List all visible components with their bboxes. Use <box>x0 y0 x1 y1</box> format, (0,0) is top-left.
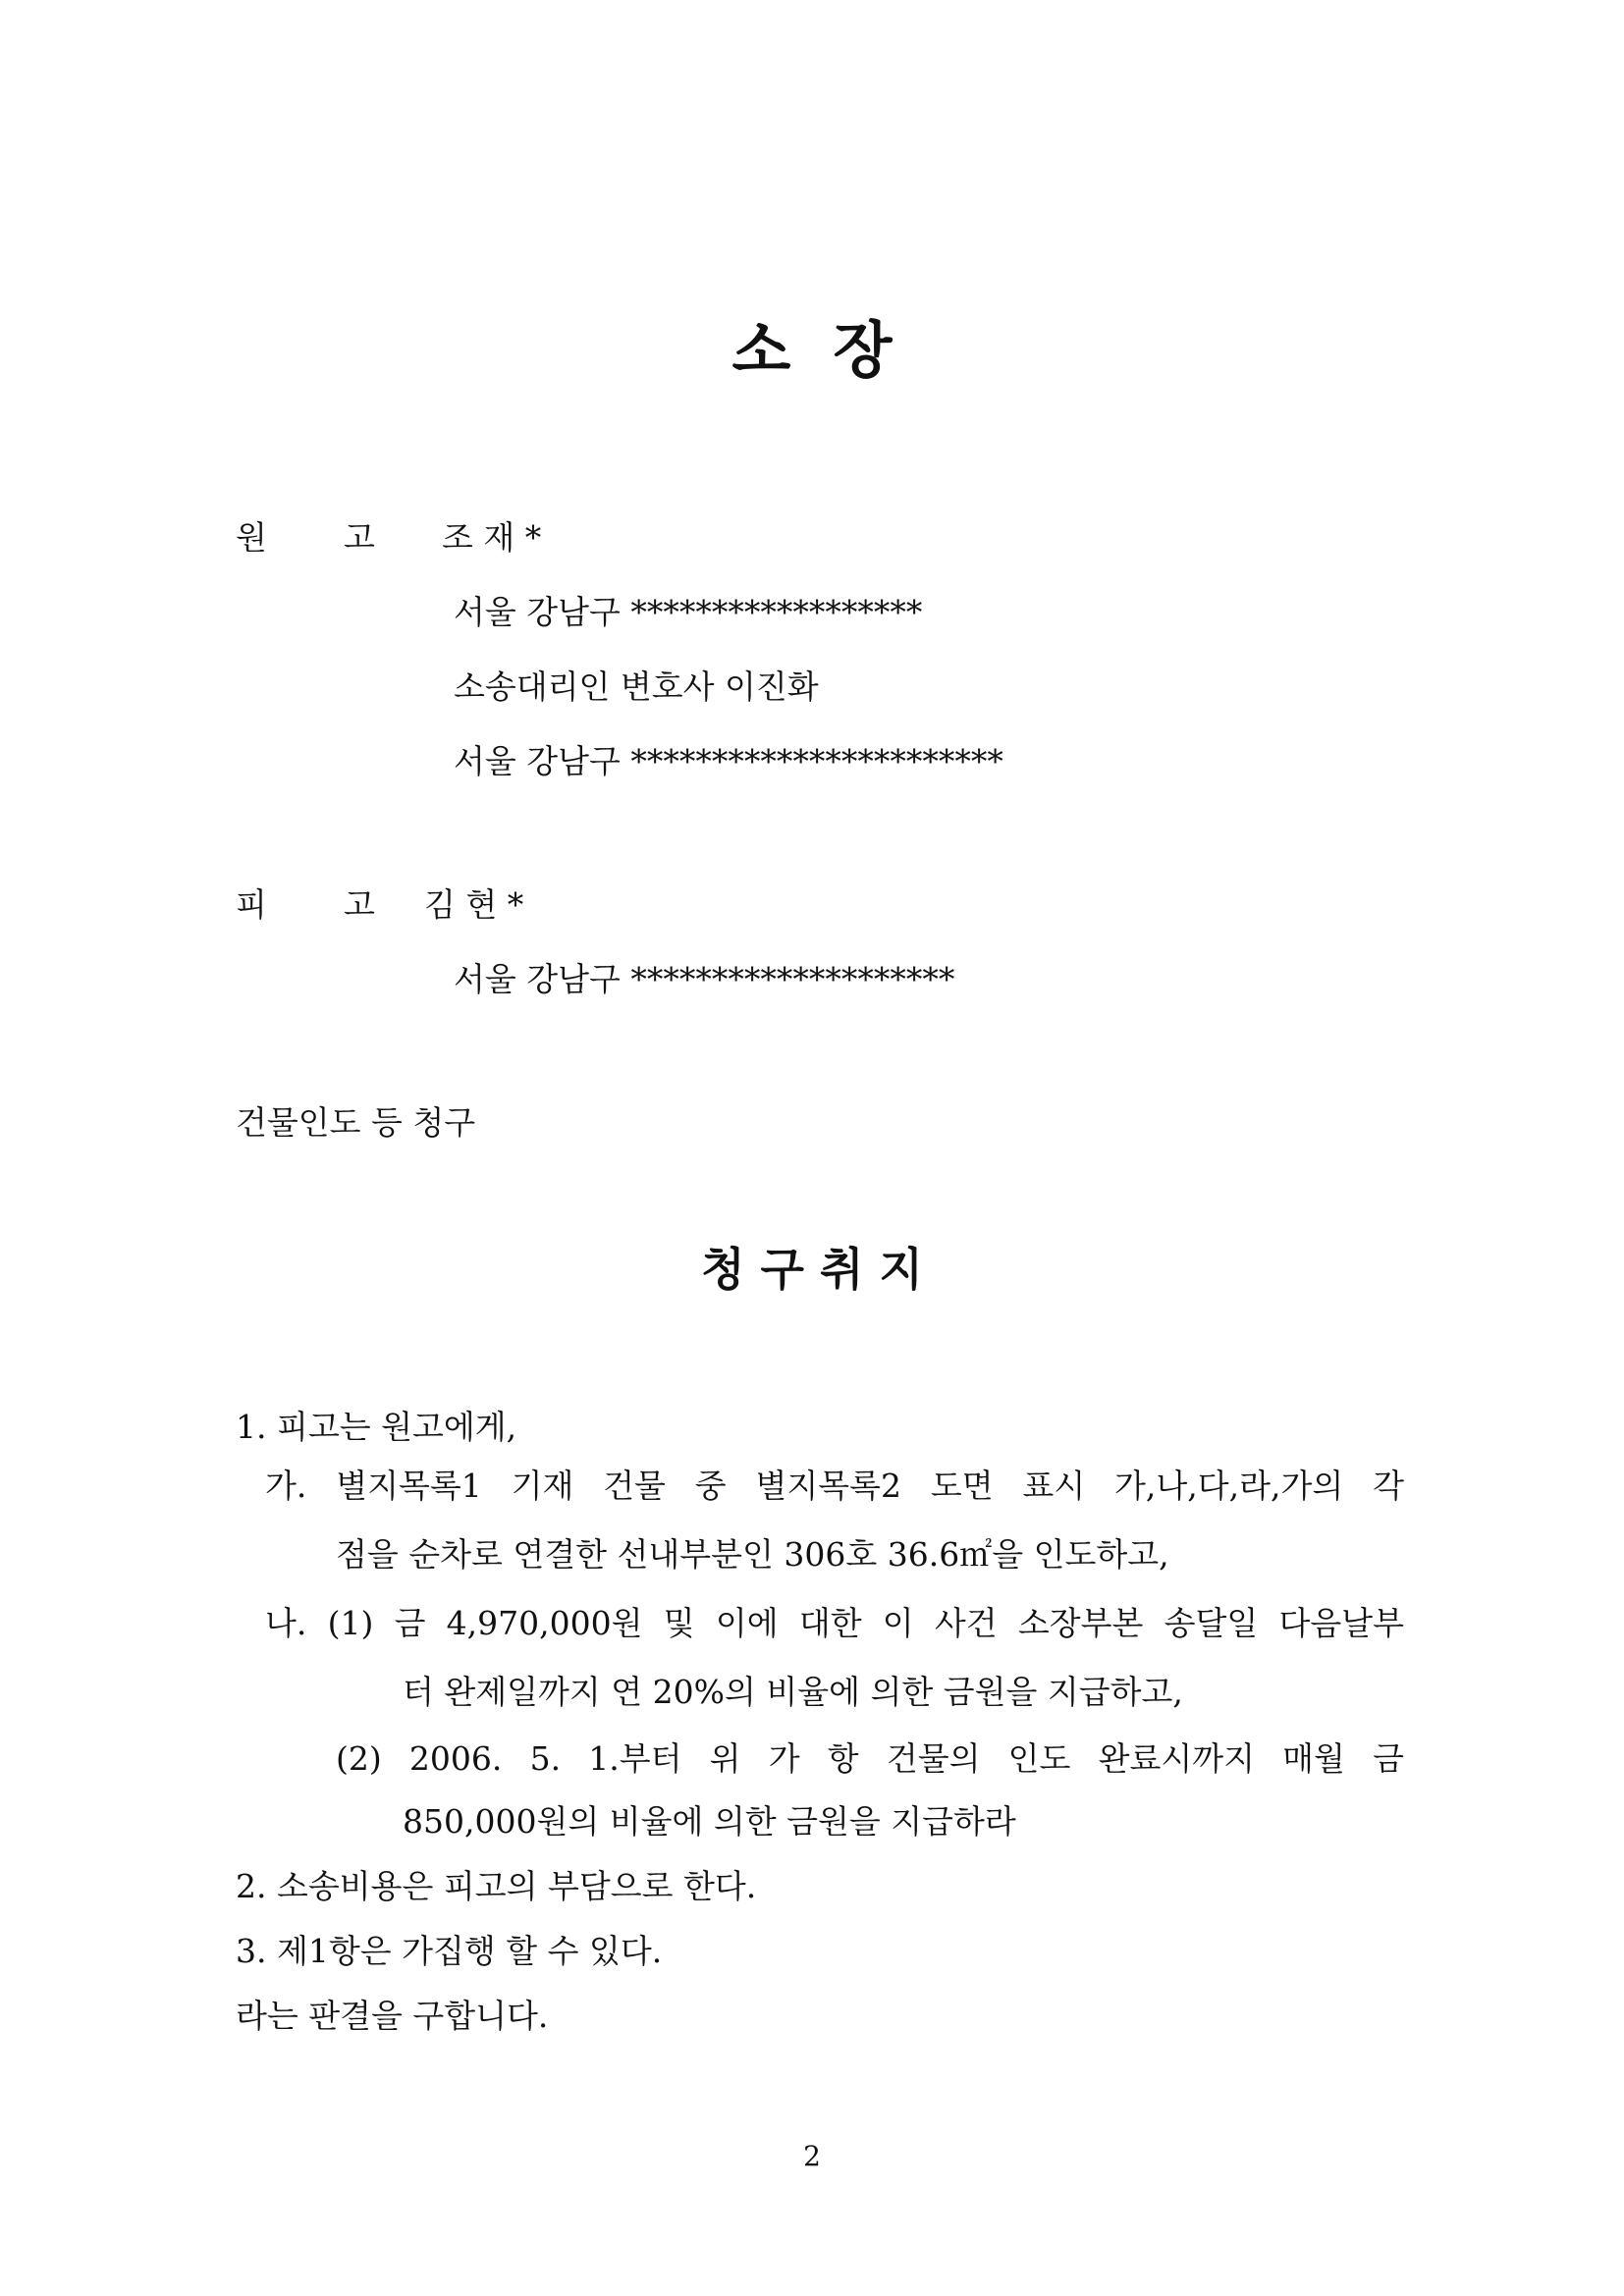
claim-item-1-na-1-line-1: 나. (1) 금 4,970,000원 및 이에 대한 이 사건 소장부본 송달일 다음날부 <box>265 1604 1404 1642</box>
claim-closing: 라는 판결을 구합니다. <box>236 1997 549 2035</box>
plaintiff-attorney: 소송대리인 변호사 이진화 <box>454 667 819 706</box>
plaintiff-name: 조 재 * <box>442 518 542 557</box>
claim-item-1-na-2-line-1: (2) 2006. 5. 1.부터 위 가 항 건물의 인도 완료시까지 매월 금 <box>336 1739 1404 1778</box>
defendant-address: 서울 강남구 ******************** <box>454 960 955 998</box>
claim-item-1: 1. 피고는 원고에게, <box>236 1408 517 1446</box>
claim-item-2: 2. 소송비용은 피고의 부담으로 한다. <box>236 1867 757 1905</box>
defendant-label-char-2: 고 <box>344 885 375 924</box>
document-title: 소 장 <box>731 314 893 386</box>
plaintiff-label-char-1: 원 <box>236 518 267 557</box>
defendant-name: 김 현 * <box>424 885 524 924</box>
plaintiff-attorney-address: 서울 강남구 *********************** <box>454 742 1003 780</box>
claim-item-1-na-2-line-2: 850,000원의 비율에 의한 금원을 지급하라 <box>403 1802 1016 1841</box>
claim-item-1-ga-line-2: 점을 순차로 연결한 선내부분인 306호 36.6㎡을 인도하고, <box>336 1535 1169 1574</box>
claim-item-1-na-1-line-2: 터 완제일까지 연 20%의 비율에 의한 금원을 지급하고, <box>403 1673 1183 1711</box>
page-number: 2 <box>803 2140 821 2172</box>
claim-item-1-ga-line-1: 가. 별지목록1 기재 건물 중 별지목록2 도면 표시 가,나,다,라,가의 각 <box>265 1467 1404 1505</box>
plaintiff-address: 서울 강남구 ****************** <box>454 593 923 631</box>
defendant-label-char-1: 피 <box>236 885 267 924</box>
case-name: 건물인도 등 청구 <box>236 1103 476 1142</box>
claim-item-3: 3. 제1항은 가집행 할 수 있다. <box>236 1932 663 1970</box>
plaintiff-label-char-2: 고 <box>344 518 375 557</box>
claim-section-title: 청 구 취 지 <box>701 1243 923 1296</box>
